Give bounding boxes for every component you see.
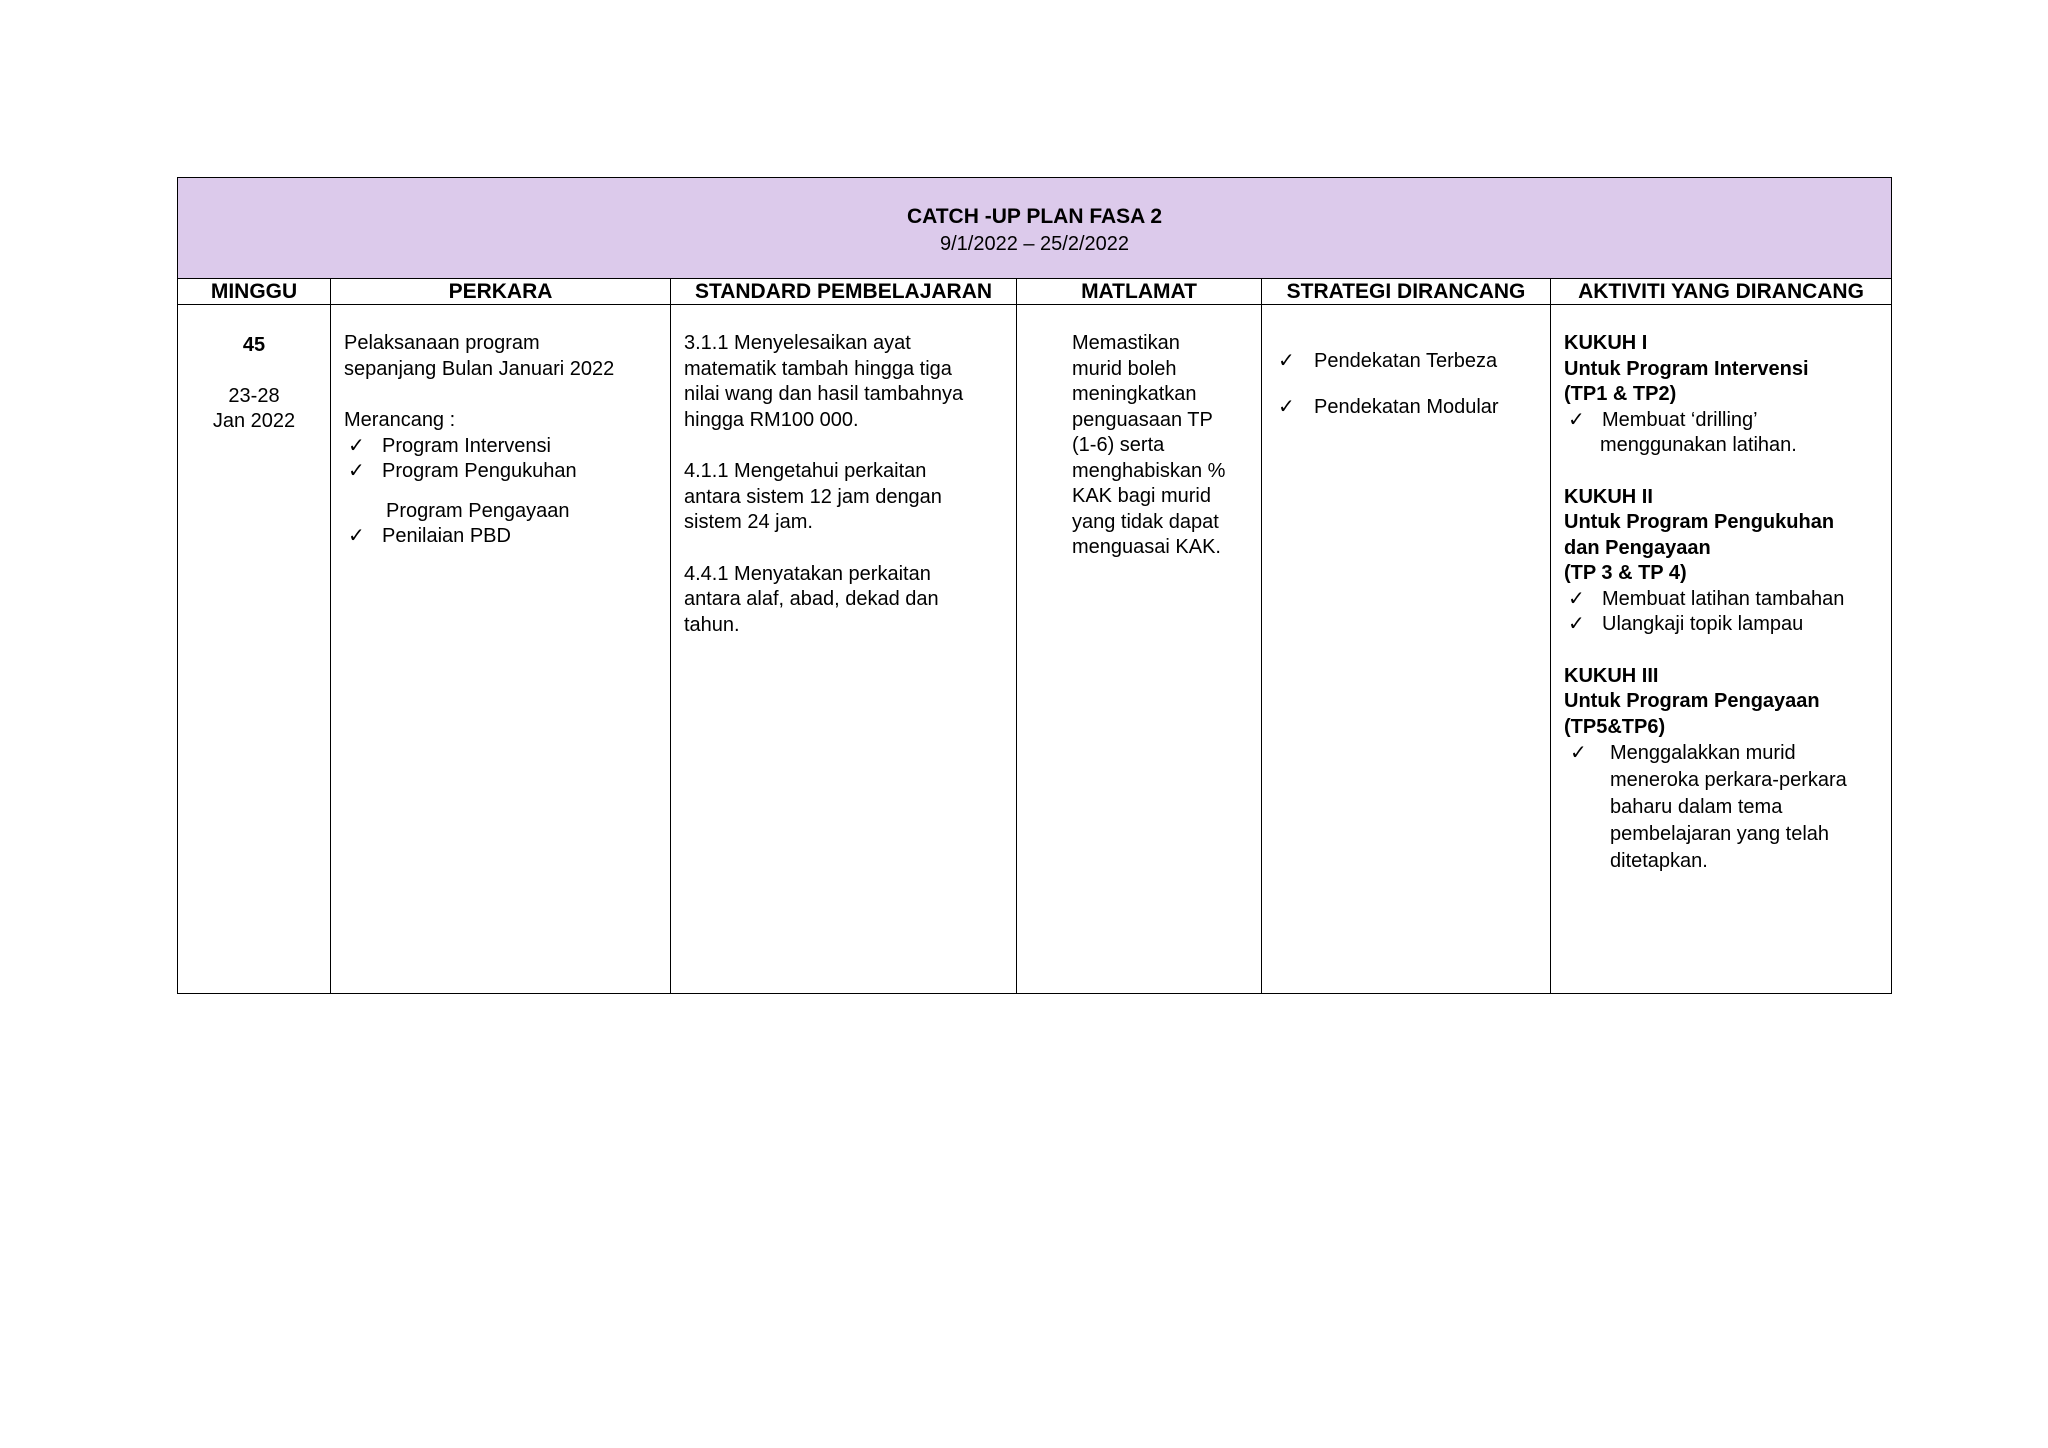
- check-icon: ✓: [1568, 613, 1585, 635]
- kukuh-sub: (TP 3 & TP 4): [1564, 562, 1687, 584]
- header-row: [178, 279, 1892, 305]
- cell-matlamat: [1017, 305, 1262, 994]
- list-item-label: Ulangkaji topik lampau: [1602, 613, 1804, 635]
- kukuh-sub: dan Pengayaan: [1564, 536, 1711, 559]
- list-item-line: pembelajaran yang telah: [1610, 823, 1830, 845]
- list-item: [344, 459, 658, 485]
- matlamat-line: KAK bagi murid: [1072, 485, 1211, 507]
- list-item-label: Membuat latihan tambahan: [1602, 587, 1845, 610]
- matlamat-line: (1-6) serta: [1072, 434, 1165, 456]
- check-icon: ✓: [348, 525, 365, 547]
- standard-line: tahun.: [684, 613, 740, 636]
- check-icon: ✓: [348, 434, 365, 457]
- week-number: 45: [242, 334, 266, 356]
- standard-line: antara sistem 12 jam dengan: [684, 485, 942, 508]
- check-icon: ✓: [348, 460, 365, 482]
- header-aktiviti: AKTIVITI YANG DIRANCANG: [1551, 279, 1892, 305]
- list-item-line: baharu dalam tema: [1610, 796, 1783, 818]
- week-range: 23-28: [228, 384, 280, 407]
- list-item: [344, 434, 658, 460]
- list-item: [344, 499, 658, 525]
- standard-line: hingga RM100 000.: [684, 408, 859, 431]
- list-item-line: ditetapkan.: [1610, 850, 1708, 872]
- standard-line: sistem 24 jam.: [684, 511, 813, 533]
- table-row: [178, 305, 1892, 994]
- kukuh-heading: KUKUH II: [1564, 485, 1653, 508]
- kukuh-heading: KUKUH I: [1564, 332, 1648, 354]
- perkara-intro-line: sepanjang Bulan Januari 2022: [344, 357, 615, 380]
- list-item: [344, 524, 658, 550]
- perkara-label: Merancang :: [344, 409, 456, 431]
- header-standard: STANDARD PEMBELAJARAN: [671, 279, 1017, 305]
- strategi-label: Pendekatan Modular: [1314, 395, 1499, 418]
- kukuh-block: [1564, 664, 1879, 876]
- matlamat-line: murid boleh: [1072, 357, 1177, 380]
- list-item: [1564, 408, 1879, 434]
- standard-line: antara alaf, abad, dekad dan: [684, 588, 939, 610]
- header-perkara: PERKARA: [331, 279, 671, 305]
- list-item: [1564, 740, 1879, 875]
- header-matlamat: MATLAMAT: [1017, 279, 1262, 305]
- check-icon: ✓: [1568, 408, 1585, 431]
- plan-dates: 9/1/2022 – 25/2/2022: [939, 232, 1130, 255]
- list-item-label: Program Intervensi: [382, 434, 551, 457]
- standard-item: [684, 562, 1004, 639]
- list-item-line: Menggalakkan murid: [1610, 742, 1796, 764]
- strategi-label: Pendekatan Terbeza: [1314, 350, 1498, 372]
- list-item: [1564, 587, 1879, 613]
- list-item: [1262, 395, 1538, 421]
- check-icon: ✓: [1278, 350, 1295, 372]
- matlamat-line: meningkatkan: [1072, 383, 1197, 405]
- catch-up-plan-table: [177, 177, 1892, 994]
- kukuh-block: [1564, 331, 1879, 459]
- title-banner: [178, 178, 1892, 279]
- standard-line: matematik tambah hingga tiga: [684, 357, 952, 380]
- standard-item: [684, 331, 1004, 433]
- list-item-label: Penilaian PBD: [382, 525, 511, 547]
- list-item-label: [1610, 740, 1847, 875]
- kukuh-sub: (TP5&TP6): [1564, 715, 1666, 738]
- week-month: Jan 2022: [212, 410, 296, 432]
- plan-title: CATCH -UP PLAN FASA 2: [906, 204, 1163, 228]
- list-item-label: Program Pengukuhan: [382, 460, 577, 482]
- kukuh-sub: Untuk Program Pengukuhan: [1564, 511, 1835, 533]
- standard-line: 4.1.1 Mengetahui perkaitan: [684, 460, 927, 482]
- matlamat-line: menguasai KAK.: [1072, 536, 1221, 558]
- kukuh-heading: KUKUH III: [1564, 664, 1659, 687]
- cell-standard: [671, 305, 1017, 994]
- matlamat-line: yang tidak dapat: [1072, 510, 1219, 533]
- standard-line: 3.1.1 Menyelesaikan ayat: [684, 332, 911, 354]
- header-minggu: MINGGU: [178, 279, 331, 305]
- kukuh-sub: Untuk Program Intervensi: [1564, 357, 1809, 380]
- standard-item: [684, 459, 1004, 536]
- cell-minggu: [178, 305, 331, 994]
- check-icon: ✓: [1570, 742, 1587, 764]
- list-item-continuation: menggunakan latihan.: [1600, 434, 1797, 456]
- cell-perkara: [331, 305, 671, 994]
- list-item: [1262, 349, 1538, 375]
- check-icon: ✓: [1278, 395, 1295, 418]
- header-strategi: STRATEGI DIRANCANG: [1262, 279, 1551, 305]
- kukuh-sub: Untuk Program Pengayaan: [1564, 690, 1820, 712]
- kukuh-block: [1564, 485, 1879, 638]
- perkara-intro-line: Pelaksanaan program: [344, 332, 540, 354]
- list-item-line: meneroka perkara-perkara: [1610, 769, 1847, 791]
- standard-line: nilai wang dan hasil tambahnya: [684, 383, 964, 405]
- cell-strategi: [1262, 305, 1551, 994]
- cell-aktiviti: [1551, 305, 1892, 994]
- matlamat-line: menghabiskan %: [1072, 459, 1226, 482]
- check-icon: ✓: [1568, 587, 1585, 610]
- list-item: [1564, 612, 1879, 638]
- list-item-label: Program Pengayaan: [386, 499, 570, 522]
- standard-line: 4.4.1 Menyatakan perkaitan: [684, 562, 931, 585]
- matlamat-line: penguasaan TP: [1072, 408, 1213, 431]
- list-item-label: Membuat ‘drilling’: [1602, 408, 1758, 431]
- matlamat-line: Memastikan: [1072, 332, 1180, 354]
- kukuh-sub: (TP1 & TP2): [1564, 383, 1677, 405]
